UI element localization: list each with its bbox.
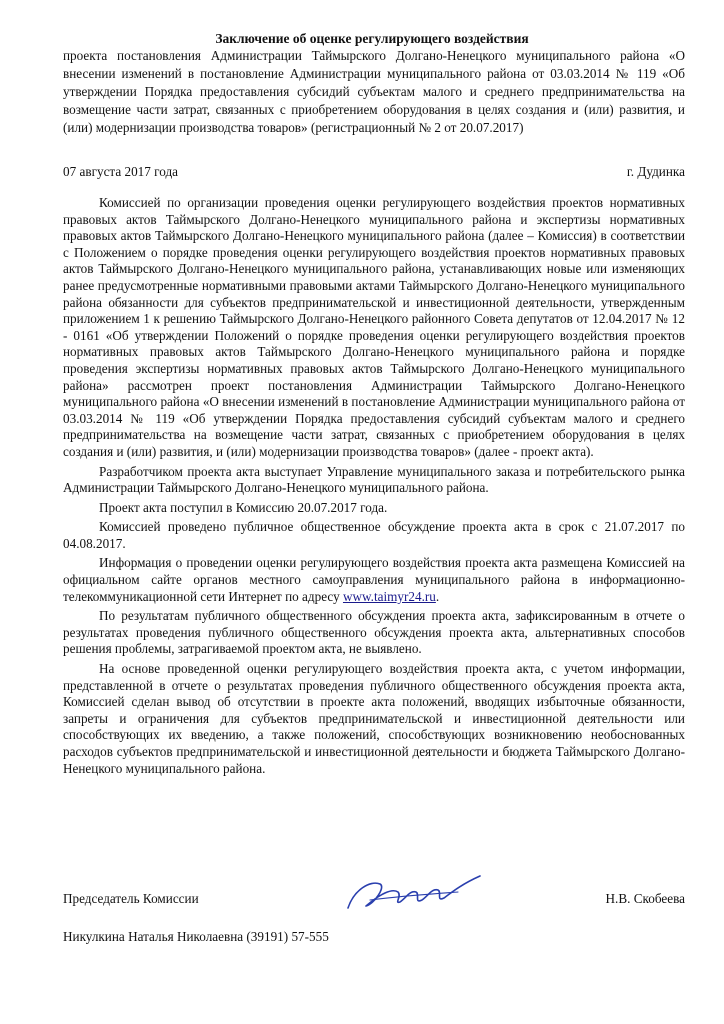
info-paragraph-text: Информация о проведении оценки регулирующего воздействия проекта акта размещена Комиссией на официальном сайте органов местного самоуправления муниципального района в информационно-телекоммуникационной сети Интернет по адресу [63,555,685,604]
paragraph: Комиссией по организации проведения оценки регулирующего воздействия проектов нормативных правовых актов Таймырского Долгано-Ненецкого муниципального района и экспертизы нормативных правовых актов Таймырского Долгано-Ненецкого муниципального района (далее – Комиссия) в соответствии с Положением о порядке проведения оценки регулирующего воздействия проектов нормативных правовых актов Таймырского Долгано-Ненецкого муниципального района, устанавливающих новые или изменяющих ранее предусмотренные нормативными правовыми актами Таймырского Долгано-Ненецкого муниципального района обязанности для субъектов предпринимательской и инвестиционной деятельности, утвержденным приложением 1 к решению Таймырского Долгано-Ненецкого районного Совета депутатов от 12.04.2017 № 12 - 0161 «Об утверждении Положений о порядке проведения оценки регулирующего воздействия проектов нормативных правовых актов Таймырского Долгано-Ненецкого муниципального района и порядке проведения экспертизы нормативных правовых актов Таймырского Долгано-Ненецкого муниципального района» рассмотрен проект постановления Администрации Таймырского Долгано-Ненецкого муниципального района «О внесении изменений в постановление Администрации муниципального района от 03.03.2014 № 119 «Об утверждении Порядка предоставления субсидий субъектам малого и среднего предпринимательства на возмещение части затрат, связанных с приобретением оборудования в целях создания и (или) развития, и (или) модернизации производства товаров» (далее - проект акта). [63,195,685,459]
date-line [63,163,685,181]
info-paragraph-end: . [435,588,440,604]
paragraph: Разработчиком проекта акта выступает Управление муниципального заказа и потребительского рынка Администрации Таймырского Долгано-Ненецкого муниципального района. [63,463,685,496]
paragraph: По результатам публичного общественного обсуждения проекта акта, зафиксированным в отчете о результатах проведения публичного общественного обсуждения проекта акта, альтернативных способов решения проблемы, затрагиваемой проектом акта, не выявлено. [63,608,685,657]
document-date: 07 августа 2017 года [63,164,179,179]
website-link[interactable]: www.taimyr24.ru [342,588,436,604]
signatory-name: Н.В. Скобеева [605,891,685,906]
paragraph: На основе проведенной оценки регулирующего воздействия проекта акта, с учетом информации, представленной в отчете о результатах проведения публичного общественного обсуждения проекта акта, Комиссией сделан вывод об отсутствии в проекте акта положений, вводящих избыточные обязанности, запреты и ограничения для субъектов предпринимательской и инвестиционной деятельности или способствующих их введению, а также положений, способствующих возникновению необоснованных расходов субъектов предпринимательской и инвестиционной деятельности и бюджета Таймырского Долгано-Ненецкого муниципального района. [63,661,685,776]
document-title: Заключение об оценке регулирующего воздействия [215,31,529,46]
paragraph: Проект акта поступил в Комиссию 20.07.2017 года. [99,499,388,515]
info-paragraph [63,555,685,605]
document-body [63,195,685,777]
signature-row [63,890,685,908]
contact-person: Никулкина Наталья Николаевна (39191) 57-555 [63,929,329,944]
document-city: г. Дудинка [626,164,685,179]
signatory-title: Председатель Комиссии [63,891,199,906]
document-subtitle: проекта постановления Администрации Таймырского Долгано-Ненецкого муниципального района «О внесении изменений в постановление Администрации муниципального района от 03.03.2014 № 119 «Об утверждении Порядка предоставления субсидий субъектам малого и среднего предпринимательства на возмещение части затрат, связанных с приобретением оборудования в целях создания и (или) развития, и (или) модернизации производства товаров» (регистрационный № 2 от 20.07.2017) [63,48,685,135]
paragraph: Комиссией проведено публичное общественное обсуждение проекта акта в срок с 21.07.2017 по 04.08.2017. [63,519,685,551]
